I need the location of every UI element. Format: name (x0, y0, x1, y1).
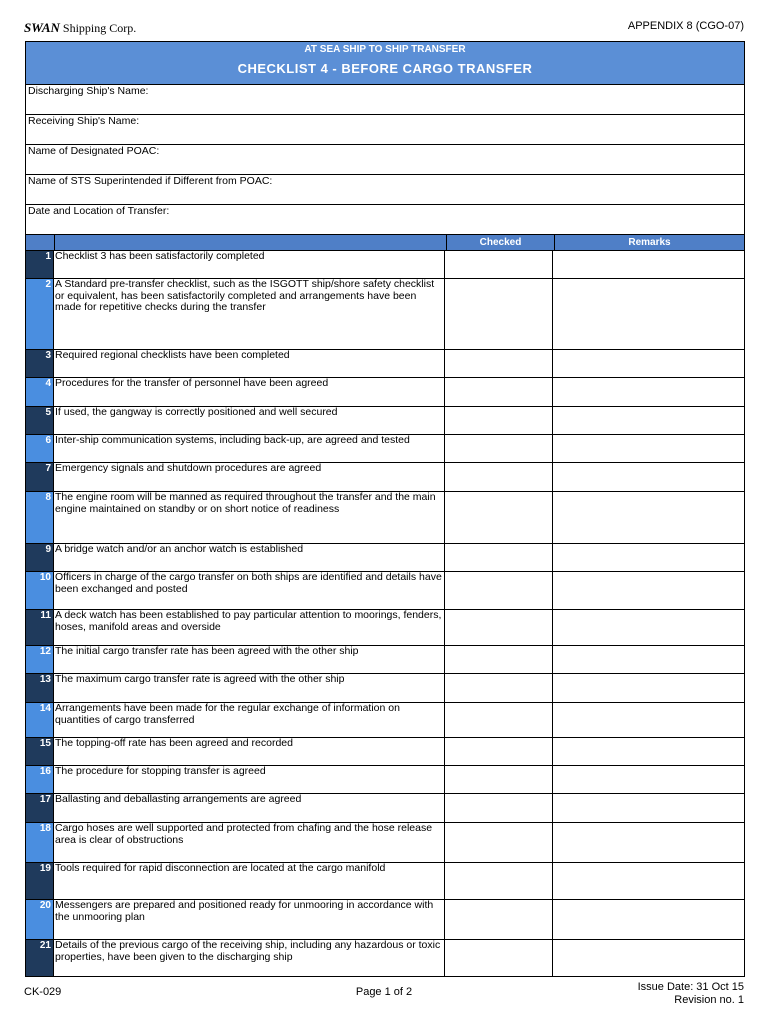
checked-cell[interactable] (445, 435, 553, 462)
remarks-cell[interactable] (553, 794, 744, 822)
remarks-cell[interactable] (553, 766, 744, 793)
row-item-text: Inter-ship communication systems, including back-up, are agreed and tested (54, 435, 445, 462)
checked-cell[interactable] (445, 378, 553, 406)
checked-cell[interactable] (445, 703, 553, 737)
remarks-cell[interactable] (553, 940, 744, 976)
checked-cell[interactable] (445, 674, 553, 702)
remarks-cell[interactable] (553, 492, 744, 543)
table-row (26, 674, 744, 703)
checked-cell[interactable] (445, 350, 553, 377)
row-number: 1 (26, 251, 54, 278)
table-row (26, 823, 744, 863)
row-item-text: Required regional checklists have been completed (54, 350, 445, 377)
checked-cell[interactable] (445, 900, 553, 939)
row-item-text: A bridge watch and/or an anchor watch is established (54, 544, 445, 571)
table-row (26, 610, 744, 646)
table-row (26, 378, 744, 407)
remarks-cell[interactable] (553, 572, 744, 609)
row-item-text: If used, the gangway is correctly positioned and well secured (54, 407, 445, 434)
field-sts-superintendent[interactable] (26, 175, 744, 205)
row-number: 21 (26, 940, 54, 976)
row-item-text: The maximum cargo transfer rate is agreed with the other ship (54, 674, 445, 702)
checked-cell[interactable] (445, 794, 553, 822)
revision-number: Revision no. 1 (674, 994, 744, 1006)
checked-cell[interactable] (445, 646, 553, 673)
header-item-cell (55, 235, 447, 250)
form-code: CK-029 (24, 986, 62, 998)
remarks-cell[interactable] (553, 463, 744, 491)
remarks-cell[interactable] (553, 279, 744, 349)
row-item-text: Procedures for the transfer of personnel have been agreed (54, 378, 445, 406)
checked-cell[interactable] (445, 863, 553, 899)
remarks-cell[interactable] (553, 544, 744, 571)
field-discharging-ship[interactable] (26, 85, 744, 115)
table-row (26, 251, 744, 279)
row-item-text: A deck watch has been established to pay particular attention to moorings, fenders, hoses, manifold areas and overside (54, 610, 445, 645)
table-row (26, 463, 744, 492)
row-number: 17 (26, 794, 54, 822)
table-row (26, 492, 744, 544)
remarks-cell[interactable] (553, 900, 744, 939)
remarks-cell[interactable] (553, 407, 744, 434)
table-row (26, 435, 744, 463)
row-number: 9 (26, 544, 54, 571)
table-row (26, 544, 744, 572)
table-row (26, 703, 744, 738)
page-footer (24, 981, 744, 1021)
table-header (26, 235, 744, 251)
row-number: 13 (26, 674, 54, 702)
row-number: 8 (26, 492, 54, 543)
table-row (26, 900, 744, 940)
checked-cell[interactable] (445, 940, 553, 976)
remarks-cell[interactable] (553, 863, 744, 899)
checklist-table (26, 235, 744, 976)
row-number: 10 (26, 572, 54, 609)
row-item-text: Ballasting and deballasting arrangements are agreed (54, 794, 445, 822)
row-number: 3 (26, 350, 54, 377)
row-item-text: The initial cargo transfer rate has been agreed with the other ship (54, 646, 445, 673)
table-row (26, 940, 744, 976)
checked-cell[interactable] (445, 407, 553, 434)
row-number: 19 (26, 863, 54, 899)
issue-date: Issue Date: 31 Oct 15 (637, 981, 744, 993)
field-label: Name of STS Superintended if Different from POAC: (28, 175, 273, 187)
subtitle: AT SEA SHIP TO SHIP TRANSFER (304, 44, 466, 55)
row-number: 11 (26, 610, 54, 645)
remarks-cell[interactable] (553, 610, 744, 645)
row-item-text: Arrangements have been made for the regular exchange of information on quantities of cargo transferred (54, 703, 445, 737)
row-item-text: Messengers are prepared and positioned ready for unmooring in accordance with the unmooring plan (54, 900, 445, 939)
checked-cell[interactable] (445, 251, 553, 278)
row-number: 5 (26, 407, 54, 434)
row-number: 15 (26, 738, 54, 765)
page-number: Page 1 of 2 (355, 986, 413, 998)
table-row (26, 279, 744, 350)
field-label: Date and Location of Transfer: (28, 205, 170, 217)
checked-cell[interactable] (445, 738, 553, 765)
remarks-cell[interactable] (553, 823, 744, 862)
table-row (26, 863, 744, 900)
column-header-checked: Checked (447, 235, 555, 250)
field-label: Name of Designated POAC: (28, 145, 160, 157)
table-row (26, 646, 744, 674)
field-receiving-ship[interactable] (26, 115, 744, 145)
remarks-cell[interactable] (553, 251, 744, 278)
checklist-sheet (25, 41, 745, 977)
table-body (26, 251, 744, 976)
revision-info (638, 981, 744, 1007)
company-suffix: Shipping Corp. (62, 21, 137, 35)
row-item-text: Tools required for rapid disconnection are located at the cargo manifold (54, 863, 445, 899)
table-row (26, 794, 744, 823)
checked-cell[interactable] (445, 544, 553, 571)
remarks-cell[interactable] (553, 674, 744, 702)
row-number: 7 (26, 463, 54, 491)
row-item-text: A Standard pre-transfer checklist, such as the ISGOTT ship/shore safety checklist or equivalent, has been satisfactorily completed and arrangements have been made for repetitive checks during the transfer (54, 279, 445, 349)
remarks-cell[interactable] (553, 738, 744, 765)
company-brand: SWAN (24, 20, 60, 35)
field-date-location[interactable] (26, 205, 744, 235)
checked-cell[interactable] (445, 766, 553, 793)
row-number: 20 (26, 900, 54, 939)
field-designated-poac[interactable] (26, 145, 744, 175)
remarks-cell[interactable] (553, 435, 744, 462)
field-label: Discharging Ship's Name: (28, 85, 149, 97)
row-item-text: Officers in charge of the cargo transfer on both ships are identified and details have been exchanged and posted (54, 572, 445, 609)
row-number: 14 (26, 703, 54, 737)
table-row (26, 766, 744, 794)
remarks-cell[interactable] (553, 646, 744, 673)
field-label: Receiving Ship's Name: (28, 115, 140, 127)
row-item-text: The procedure for stopping transfer is agreed (54, 766, 445, 793)
remarks-cell[interactable] (553, 703, 744, 737)
checked-cell[interactable] (445, 492, 553, 543)
page-title: CHECKLIST 4 - BEFORE CARGO TRANSFER (237, 61, 533, 76)
row-number: 16 (26, 766, 54, 793)
row-number: 2 (26, 279, 54, 349)
table-row (26, 572, 744, 610)
column-header-remarks: Remarks (628, 237, 671, 248)
checked-cell[interactable] (445, 823, 553, 862)
checked-cell[interactable] (445, 610, 553, 645)
row-item-text: The topping-off rate has been agreed and recorded (54, 738, 445, 765)
title-band (26, 42, 744, 85)
table-row (26, 350, 744, 378)
remarks-cell[interactable] (553, 378, 744, 406)
remarks-cell[interactable] (553, 350, 744, 377)
row-number: 4 (26, 378, 54, 406)
row-item-text: Details of the previous cargo of the receiving ship, including any hazardous or toxic properties, have been given to the discharging ship (54, 940, 445, 976)
table-row (26, 407, 744, 435)
row-number: 18 (26, 823, 54, 862)
row-item-text: Cargo hoses are well supported and protected from chafing and the hose release area is clear of obstructions (54, 823, 445, 862)
checked-cell[interactable] (445, 572, 553, 609)
row-item-text: The engine room will be manned as required throughout the transfer and the main engine maintained on standby or on short notice of readiness (54, 492, 445, 543)
page-header (24, 20, 744, 36)
row-item-text: Emergency signals and shutdown procedures are agreed (54, 463, 445, 491)
checked-cell[interactable] (445, 279, 553, 349)
table-row (26, 738, 744, 766)
checked-cell[interactable] (445, 463, 553, 491)
header-num-cell (26, 235, 55, 250)
row-number: 12 (26, 646, 54, 673)
row-number: 6 (26, 435, 54, 462)
row-item-text: Checklist 3 has been satisfactorily completed (54, 251, 445, 278)
company-name (24, 20, 136, 36)
appendix-label: APPENDIX 8 (CGO-07) (627, 20, 744, 32)
